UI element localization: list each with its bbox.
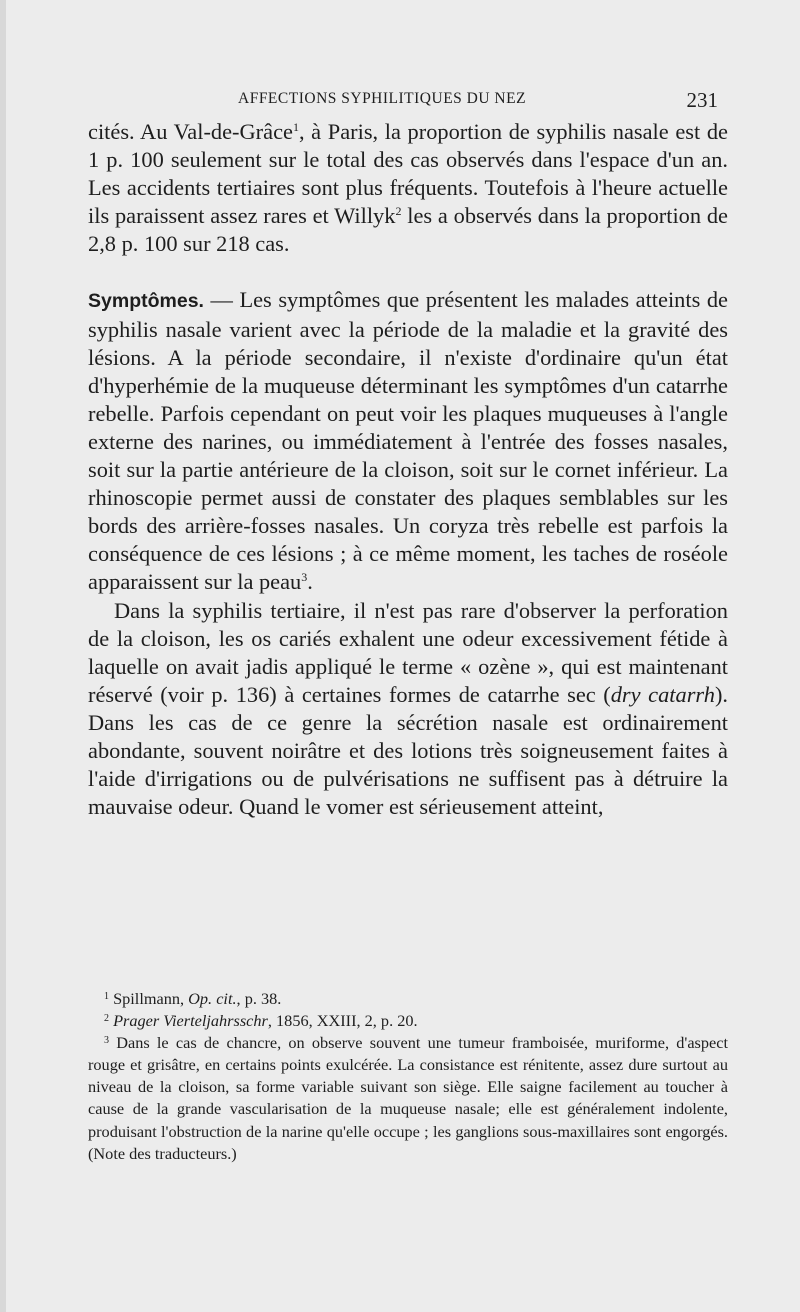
p3-text-b: ). Dans les cas de ce genre la sécrétion nasale est ordinairement abondante, souvent noirâtre et des lotions très soigneusement faites à l'aide d'irrigations ou de pulvérisations ne suffisent pas à détruire la mauvaise odeur. Quand le vomer est sérieusement atteint, — [88, 681, 728, 820]
body-text — [88, 118, 728, 821]
footnote-3-mark: 3 — [104, 1035, 109, 1047]
book-page — [6, 0, 800, 1312]
page-number: 231 — [686, 88, 718, 112]
footnote-1-author: Spillmann, — [109, 989, 189, 1008]
p1-text-b: , à Paris, la proportion de syphilis nasale est de 1 p. 100 seulement sur le total des cas observés dans l'espace d'un an. Les accidents tertiaires sont plus fréquents. Toutefois à l'heure actuelle ils paraissent assez rares et Willyk — [88, 119, 728, 229]
p1-text-a: cités. Au Val-de-Grâce — [88, 119, 293, 144]
footnote-3 — [88, 1032, 728, 1165]
paragraph-3 — [88, 597, 728, 822]
footnote-3-text: Dans le cas de chancre, on observe souvent une tumeur framboisée, muriforme, d'aspect rouge et grisâtre, en certains points exulcérée. La consistance est rénitente, assez dure surtout au niveau de la cloison, sa forme variable suivant son siège. Elle saigne facilement au toucher à cause de la grande vascularisation de la muqueuse nasale; elle est généralement indolente, produisant l'obstruction de la narine qu'elle occupe ; les ganglions sous-maxillaires sont engorgés. (Note des traducteurs.) — [88, 1033, 728, 1163]
footnote-2 — [88, 1010, 728, 1032]
p2-text-a: — Les symptômes que présentent les malades atteints de syphilis nasale varient avec la période de la maladie et la gravité des lésions. A la période secondaire, il n'existe d'ordinaire qu'un état d'hyperhémie de la muqueuse déterminant les symptômes d'un catarrhe rebelle. Parfois cependant on peut voir les plaques muqueuses à l'angle externe des narines, ou immédiatement à l'entrée des fosses nasales, soit sur la partie antérieure de la cloison, soit sur le cornet inférieur. La rhinoscopie permet aussi de constater des plaques semblables sur les bords des arrière-fosses nasales. Un coryza très rebelle est parfois la conséquence de ces lésions ; à ce même moment, les taches de roséole apparaissent sur la peau — [88, 287, 728, 595]
footnote-1-italic: Op. cit. — [188, 989, 237, 1008]
footnote-1 — [88, 988, 728, 1010]
footnote-1-rest: , p. 38. — [236, 989, 282, 1008]
footnote-ref-3: 3 — [301, 570, 308, 585]
footnotes — [88, 988, 728, 1165]
footnote-ref-2: 2 — [395, 204, 402, 219]
p3-italic: dry catarrh — [610, 681, 715, 707]
paragraph-1 — [88, 118, 728, 258]
paragraph-symptomes — [88, 286, 728, 596]
p3-text-a: Dans la syphilis tertiaire, il n'est pas rare d'observer la perforation de la cloison, les os cariés exhalent une odeur excessivement fétide à laquelle on avait jadis appliqué le terme « ozène », qui est maintenant réservé (voir p. 136) à certaines formes de catarrhe sec ( — [88, 597, 728, 707]
p2-text-b: . — [307, 569, 313, 595]
footnote-2-rest: , 1856, XXIII, 2, p. 20. — [267, 1011, 418, 1031]
p1-text-c: les a observés dans la proportion de 2,8 p. 100 sur 218 cas. — [88, 203, 728, 257]
footnote-ref-1: 1 — [292, 120, 299, 134]
running-head — [88, 88, 718, 114]
running-title: AFFECTIONS SYPHILITIQUES DU NEZ — [238, 90, 527, 107]
footnote-2-mark: 2 — [104, 1013, 109, 1025]
footnote-2-italic: Prager Vierteljahrsschr — [109, 1011, 268, 1031]
footnote-1-mark: 1 — [104, 991, 109, 1002]
section-title: Symptômes. — [88, 290, 204, 313]
